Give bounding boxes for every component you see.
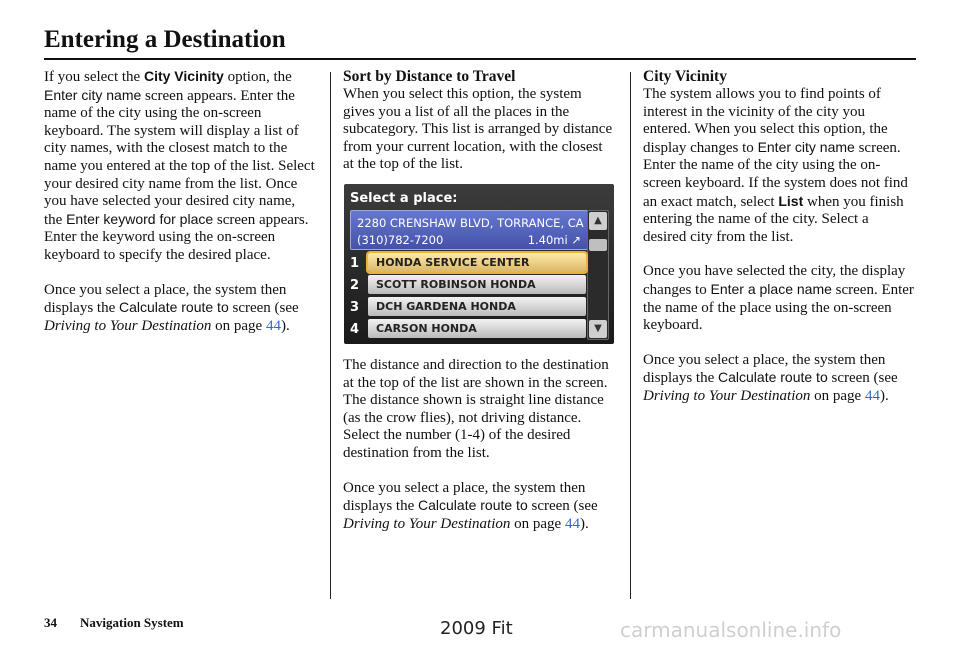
- list-item: [344, 274, 592, 296]
- phone-text: (310)782-7200: [357, 232, 444, 247]
- model-label: 2009 Fit: [440, 618, 513, 639]
- text-run: ).: [879, 387, 889, 404]
- scroll-up-icon: ▲: [589, 212, 607, 230]
- column-middle: [343, 68, 615, 550]
- screen-heading: Select a place:: [350, 190, 458, 206]
- text-run: on page: [211, 317, 266, 334]
- text-run: Enter city name: [44, 86, 142, 103]
- text-run: Calculate route to: [119, 299, 229, 316]
- address-panel: [350, 210, 588, 250]
- text-run: When you select this option, the system gives you a list of all the places in the subcategory. This list is arranged by distance from your current location, with the closest at the top of the list.: [343, 86, 613, 173]
- item-label: CARSON HONDA: [368, 319, 586, 338]
- text-run: ).: [579, 515, 589, 532]
- text-run: screen appears. Enter the name of the city using the on-screen keyboard. The system will display a list of city names, with the closest match to the name you entered at the top of the list. Select your desired city name from the list. Once you have selected your desired city name, the: [44, 87, 315, 228]
- text-run: List: [778, 192, 804, 209]
- item-label: HONDA SERVICE CENTER: [368, 253, 586, 272]
- paragraph: [343, 86, 615, 174]
- text-run: on page: [810, 387, 865, 404]
- item-number: 3: [350, 299, 360, 315]
- list-item: [344, 318, 592, 340]
- column-divider: [330, 72, 331, 599]
- paragraph: [343, 480, 615, 534]
- item-number: 2: [350, 277, 360, 293]
- item-label: SCOTT ROBINSON HONDA: [368, 275, 586, 294]
- nav-screen-image: [344, 184, 614, 344]
- text-run: Enter a place name: [710, 280, 832, 297]
- scroll-thumb: [589, 239, 607, 251]
- paragraph: [44, 282, 316, 336]
- section-name: Navigation System: [80, 615, 184, 630]
- column-divider: [630, 72, 631, 599]
- text-run: Driving to Your Destination: [44, 317, 212, 334]
- item-number: 1: [350, 255, 360, 271]
- watermark: carmanualsonline.info: [620, 618, 842, 642]
- text-run: when you finish entering the name of the city. Select a desired city from the list.: [643, 193, 904, 245]
- text-run: Driving to Your Destination: [343, 515, 511, 532]
- text-run: The system allows you to find points of interest in the vicinity of the city you entered. When you select this option, the display changes to: [643, 86, 888, 156]
- column-left: [44, 68, 316, 352]
- text-run: Once you select a place, the system then displays the: [44, 281, 287, 317]
- text-run: screen. Enter the name of the place using the on-screen keyboard.: [643, 281, 914, 334]
- text-run: City Vicinity: [143, 68, 224, 84]
- item-number: 4: [350, 321, 360, 337]
- text-run: screen (see: [527, 498, 598, 515]
- text-run: screen. Enter the name of the city using the on-screen keyboard. If the system does not find an exact match, select: [643, 139, 908, 210]
- scroll-down-icon: ▼: [589, 320, 607, 338]
- page-title: Entering a Destination: [44, 26, 286, 53]
- text-run: Once you select a place, the system then displays the: [343, 479, 586, 515]
- distance-text: 1.40mi ↗: [527, 232, 581, 247]
- text-run: option, the: [223, 69, 292, 85]
- text-run: Driving to Your Destination: [643, 387, 811, 404]
- paragraph: [343, 357, 615, 463]
- page-link[interactable]: 44: [564, 515, 580, 532]
- paragraph: [44, 68, 316, 265]
- section-heading: Sort by Distance to Travel: [343, 68, 516, 85]
- title-rule: [44, 58, 916, 60]
- column-right: [643, 68, 915, 423]
- paragraph: [643, 352, 915, 406]
- list-item: [344, 252, 592, 274]
- text-run: If you select the: [44, 69, 144, 85]
- page-number: 34: [44, 615, 57, 630]
- text-run: on page: [510, 515, 565, 532]
- text-run: screen appears. Enter the keyword using the on-screen keyboard to specify the desired place.: [44, 211, 309, 263]
- text-run: screen (see: [228, 300, 299, 317]
- text-run: The distance and direction to the destination at the top of the list are shown in the screen. The distance shown is straight line distance (as the crow flies), not driving distance. Select the number (1-4) of the desired destination from the list.: [343, 356, 609, 461]
- text-run: Enter city name: [757, 138, 855, 155]
- place-list: [344, 252, 592, 340]
- text-run: screen (see: [827, 370, 898, 387]
- section-heading: City Vicinity: [643, 68, 727, 85]
- paragraph: [643, 263, 915, 334]
- page-link[interactable]: 44: [265, 317, 281, 334]
- text-run: Once you have selected the city, the display changes to: [643, 263, 906, 298]
- item-label: DCH GARDENA HONDA: [368, 297, 586, 316]
- list-item: [344, 296, 592, 318]
- text-run: Calculate route to: [418, 497, 528, 514]
- address-text: 2280 CRENSHAW BLVD, TORRANCE, CA: [357, 215, 584, 230]
- paragraph: [643, 86, 915, 246]
- text-run: ).: [280, 317, 290, 334]
- page-link[interactable]: 44: [864, 387, 880, 404]
- text-run: Calculate route to: [718, 369, 828, 386]
- text-run: Once you select a place, the system then displays the: [643, 351, 886, 387]
- text-run: Enter keyword for place: [66, 210, 214, 227]
